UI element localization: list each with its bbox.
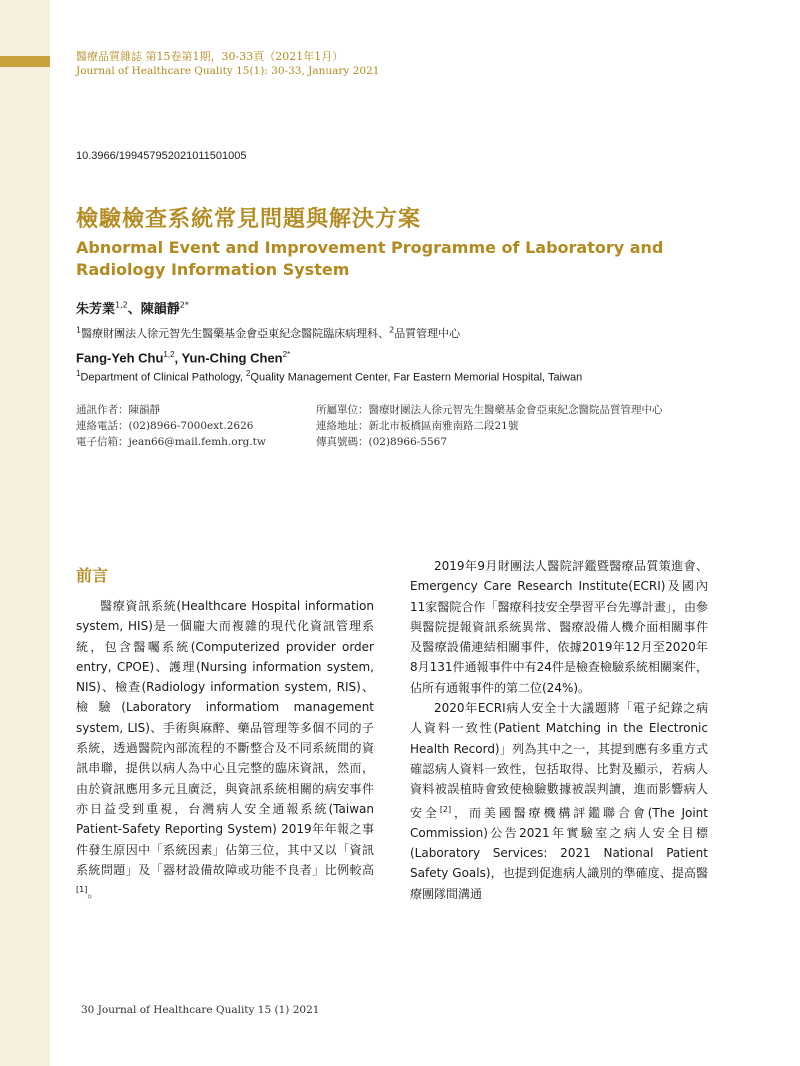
header-accent-bar [0, 56, 50, 67]
contact-info-right [316, 402, 736, 450]
affil-en-mark-1: 1 [76, 369, 81, 378]
paragraph-text-cont: ，而美國醫療機構評鑑聯合會(The Joint Commission)公告2021年實驗室之病人安全目標(Laboratory Services: 2021 National Patient Safety Goals)，也提到促進病人識別的準確度、提高醫療團隊間溝通 [410, 805, 708, 901]
author-2-en-affil: 2* [282, 350, 291, 359]
affil-zh-mark-1: 1 [76, 325, 82, 335]
affil-zh-text-1: 醫療財團法人徐元智先生醫藥基金會亞東紀念醫院臨床病理科、 [81, 327, 390, 340]
contact-fax: 傳真號碼：(02)8966-5567 [316, 436, 448, 448]
journal-header-en: Journal of Healthcare Quality 15(1): 30-33, January 2021 [76, 65, 380, 77]
margin-strip [0, 0, 50, 1066]
contact-address: 連絡地址：新北市板橋區南雅南路二段21號 [316, 420, 519, 432]
affiliation-zh [76, 325, 460, 341]
paragraph-text-end: 。 [87, 886, 100, 901]
contact-unit: 所屬單位：醫療財團法人徐元智先生醫藥基金會亞東紀念醫院品質管理中心 [316, 404, 663, 416]
doi: 10.3966/199457952021011501005 [76, 150, 247, 162]
author-separator: 、 [127, 302, 141, 317]
citation-2: [2] [439, 804, 452, 814]
journal-header [76, 49, 676, 79]
contact-email: 電子信箱：jean66@mail.femh.org.tw [76, 436, 266, 448]
paragraph-text: 2020年ECRI病人安全十大議題將「電子紀錄之病人資料一致性(Patient Matching in the Electronic Health Record)」列為其中之一，其提到應有多重方式確認病人資料一致性，包括取得、比對及顯示，若病人資料被誤植時會致使檢驗數據被誤判讀，進而影響病人安全 [410, 701, 708, 820]
affiliation-en [76, 369, 582, 384]
paragraph-intro-1 [76, 596, 374, 903]
citation-1: [1] [76, 885, 88, 895]
corresponding-author: 通訊作者：陳韻靜 [76, 404, 160, 416]
author-2-zh-affil: 2* [179, 300, 189, 310]
affil-en-text-2: Quality Management Center, Far Eastern Memorial Hospital, Taiwan [250, 371, 583, 384]
author-1-en: Fang-Yeh Chu [76, 350, 164, 366]
contact-phone: 連絡電話：(02)8966-7000ext.2626 [76, 420, 254, 432]
author-1-zh: 朱芳業 [76, 302, 116, 317]
author-1-en-affil: 1,2 [163, 350, 175, 359]
affil-en-text-1: Department of Clinical Pathology, [80, 371, 246, 384]
affil-zh-text-2: 品質管理中心 [394, 327, 461, 340]
body-column-left [76, 596, 374, 903]
authors-en [76, 350, 290, 365]
affil-zh-mark-2: 2 [389, 325, 395, 335]
paragraph-text: 醫療資訊系統(Healthcare Hospital information system, HIS)是一個龐大而複雜的現代化資訊管理系統，包含醫囑系統(Computerized provider order entry, CPOE)、護理(Nursing information system, NIS)、檢查(Radiology information system, RIS)、檢驗(Laboratory informatiom management system, LIS)、手術與麻醉、藥品管理等多個不同的子系統，透過醫院內部流程的不斷整合及不同系統間的資訊串聯，提供以病人為中心且完整的臨床資訊，然而，由於資訊應用多元且廣泛，與資訊系統相關的病安事件亦日益受到重視，台灣病人安全通報系統(Taiwan Patient-Safety Reporting System) 2019年年報之事件發生原因中「系統因素」佔第三位，其中又以「資訊系統問題」及「器材設備故障或功能不良者」比例較高 [76, 599, 374, 877]
body-column-right [410, 556, 708, 904]
authors-zh [76, 298, 189, 317]
title-zh: 檢驗檢查系統常見問題與解決方案 [76, 207, 422, 232]
title-en: Abnormal Event and Improvement Programme of Laboratory and Radiology Information System [76, 238, 664, 279]
paragraph-2019-report: 2019年9月財團法人醫院評鑑暨醫療品質策進會、Emergency Care Research Institute(ECRI)及國內11家醫院合作「醫療科技安全學習平台先導計畫」，由參與醫院提報資訊系統異常、醫療設備人機介面相關事件及醫療設備連結相關事件，依據2019年12月至2020年8月131件通報事件中有24件是檢查檢驗系統相關案件，佔所有通報事件的第二位(24%)。 [410, 559, 708, 695]
paragraph-ecri-2020 [410, 698, 708, 904]
author-2-zh: 陳韻靜 [140, 302, 180, 317]
author-separator-en: , [174, 350, 182, 366]
affil-en-mark-2: 2 [245, 369, 251, 378]
author-2-en: Yun-Ching Chen [181, 350, 283, 366]
section-heading: 前言 [76, 566, 109, 585]
contact-info-left [76, 402, 306, 450]
page-footer: 30 Journal of Healthcare Quality 15 (1) 2021 [81, 1004, 320, 1016]
author-1-zh-affil: 1,2 [115, 300, 128, 310]
journal-header-zh: 醫療品質雜誌 第15卷第1期，30-33頁（2021年1月） [76, 50, 344, 63]
